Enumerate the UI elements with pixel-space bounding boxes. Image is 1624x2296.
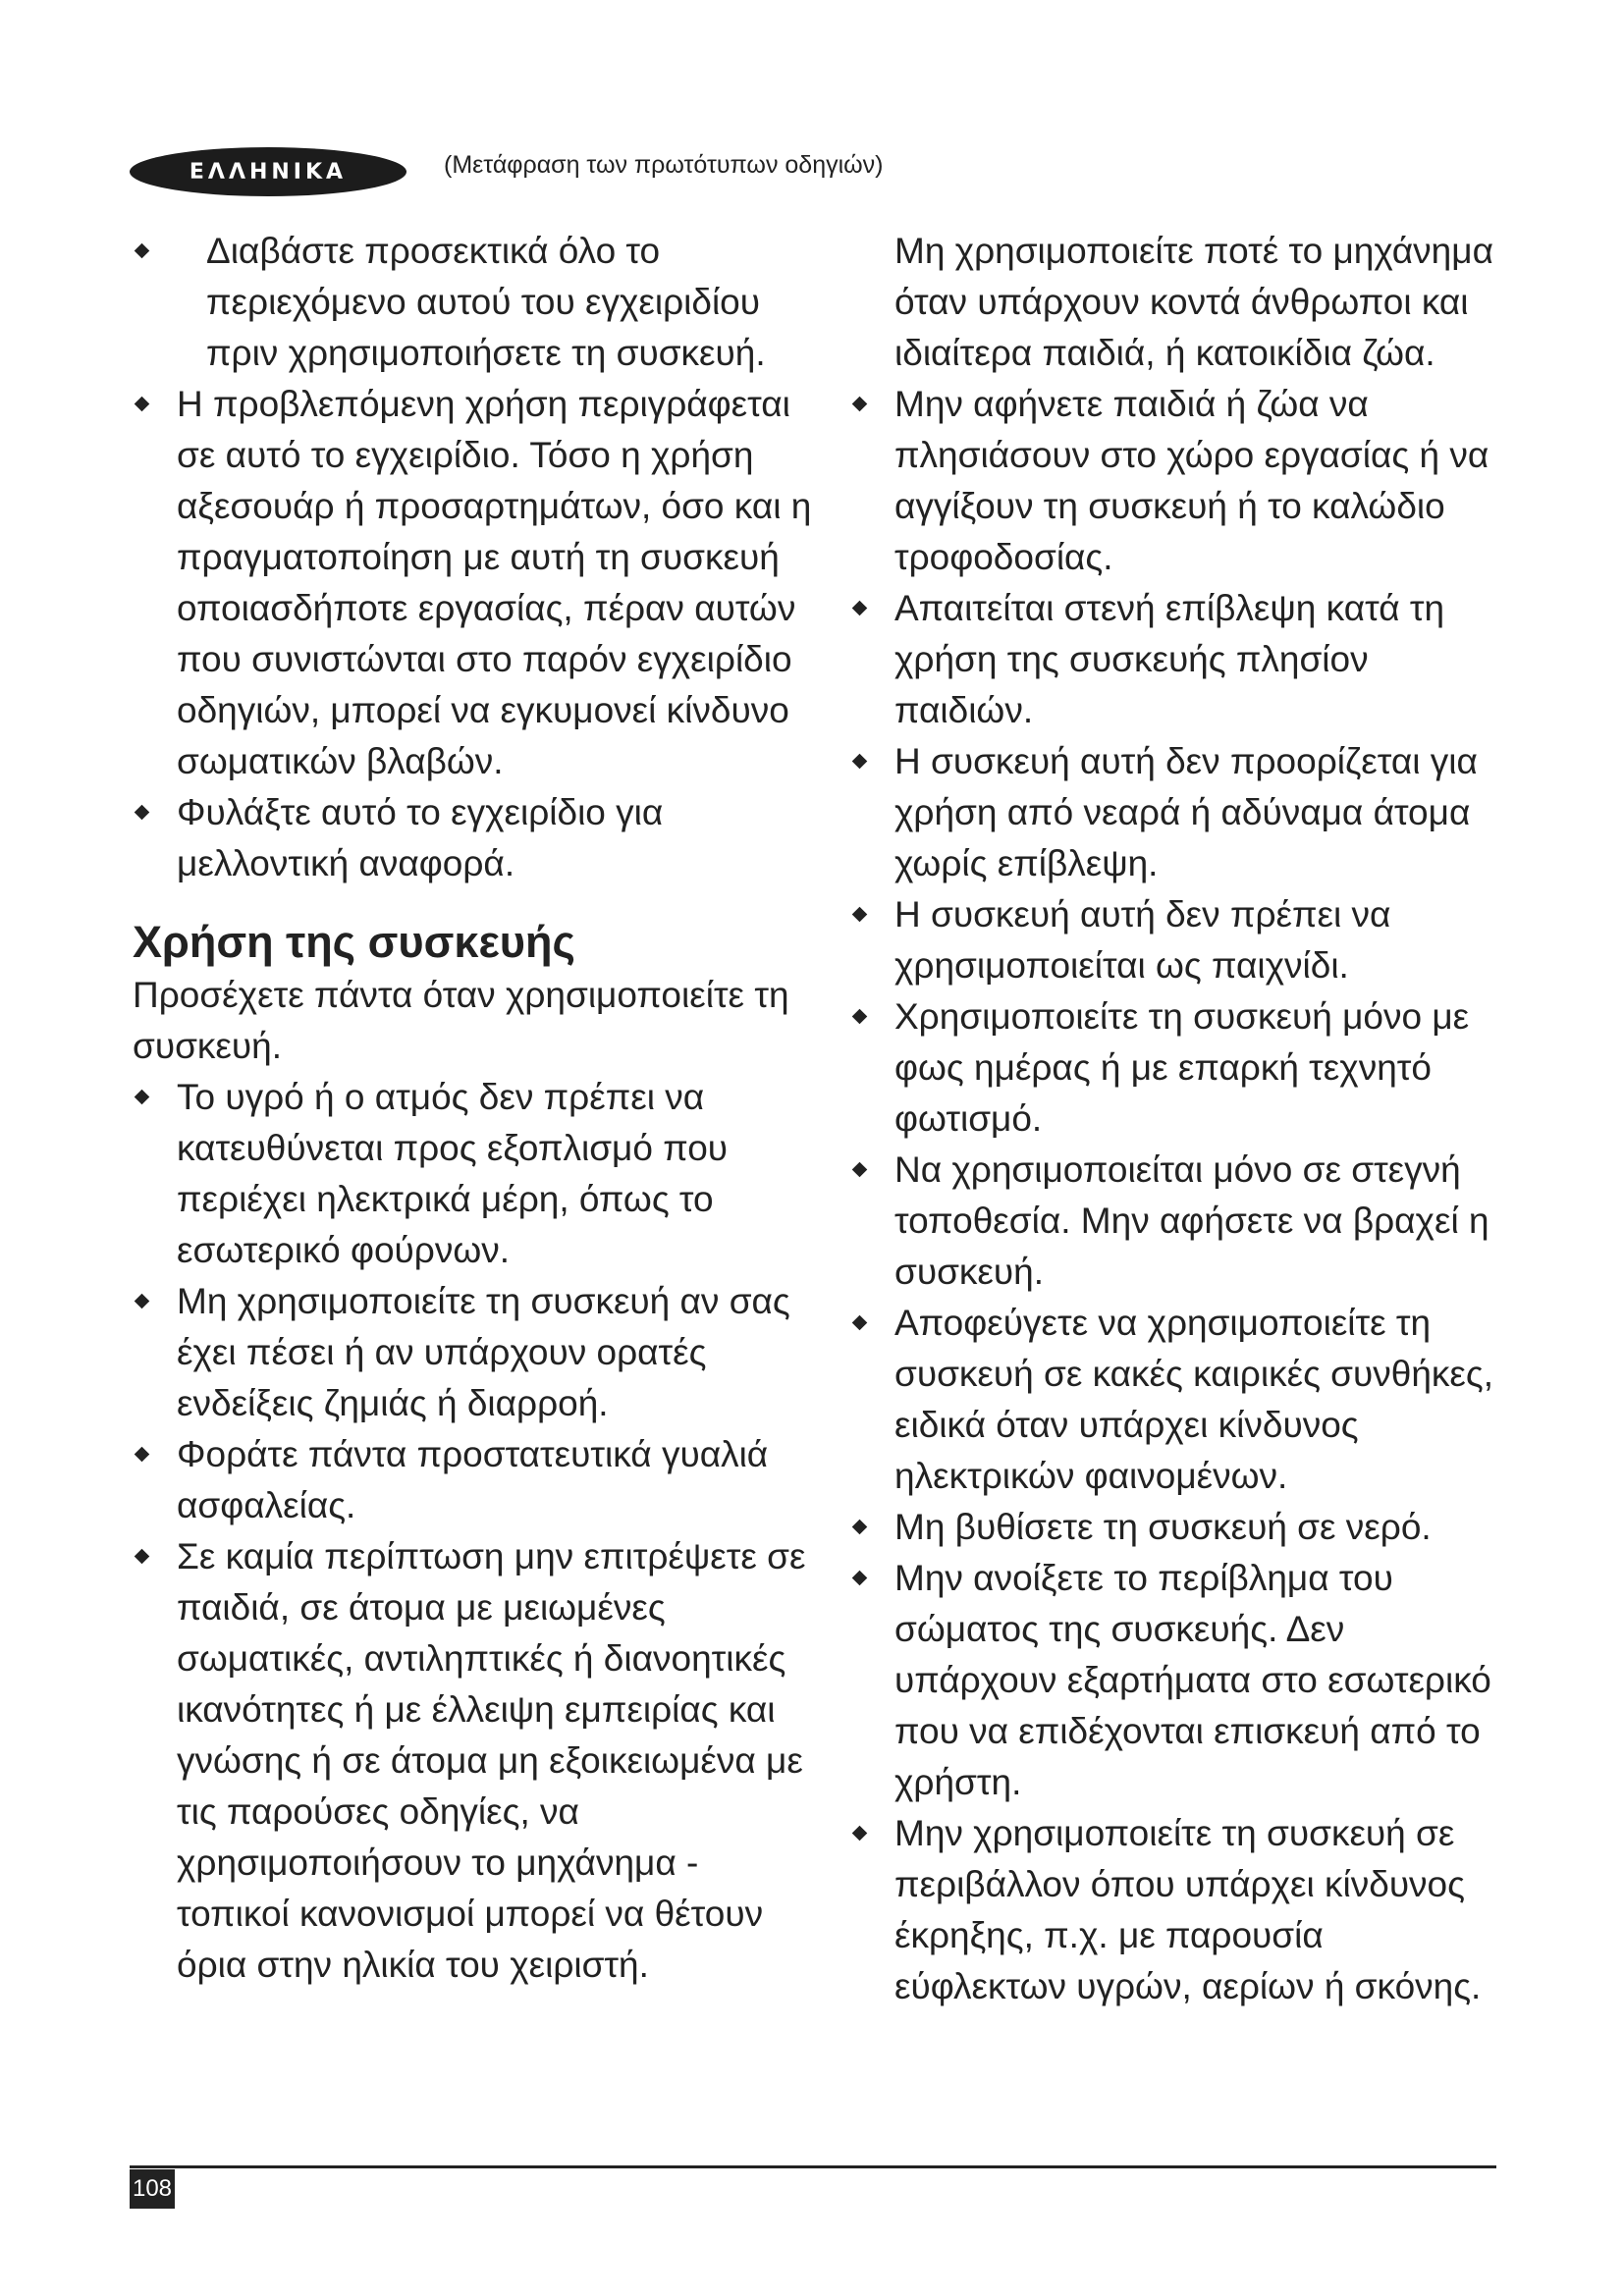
translation-note: (Μετάφραση των πρωτότυπων οδηγιών): [444, 151, 884, 179]
bullet-diamond-icon: [852, 1009, 868, 1025]
bullet-diamond-icon: [852, 1162, 868, 1178]
list-item: Μην χρησιμοποιείτε τη συσκευή σε περιβάλλον όπου υπάρχει κίνδυνος έκρηξης, π.χ. με παρουσία εύφλεκτων υγρών, αερίων ή σκόνης.: [850, 1808, 1498, 2012]
list-item: Φυλάξτε αυτό το εγχειρίδιο για μελλοντική αναφορά.: [133, 787, 820, 889]
list-item: Η προβλεπόμενη χρήση περιγράφεται σε αυτό το εγχειρίδιο. Τόσο η χρήση αξεσουάρ ή προσαρτημάτων, όσο και η πραγματοποίηση με αυτή τη συσκευή οποιασδήποτε εργασίας, πέραν αυτών που συνιστώνται στο παρόν εγχειρίδιο οδηγιών, μπορεί να εγκυμονεί κίνδυνο σωματικών βλαβών.: [133, 379, 820, 787]
bullet-diamond-icon: [852, 1571, 868, 1586]
list-item: Η συσκευή αυτή δεν πρέπει να χρησιμοποιείται ως παιχνίδι.: [850, 889, 1498, 991]
list-item: Φοράτε πάντα προστατευτικά γυαλιά ασφαλείας.: [133, 1429, 820, 1531]
list-item: Μη βυθίσετε τη συσκευή σε νερό.: [850, 1502, 1498, 1553]
list-item: Η συσκευή αυτή δεν προορίζεται για χρήση από νεαρά ή αδύναμα άτομα χωρίς επίβλεψη.: [850, 736, 1498, 889]
list-item: Μην αφήνετε παιδιά ή ζώα να πλησιάσουν στο χώρο εργασίας ή να αγγίξουν τη συσκευή ή το καλώδιο τροφοδοσίας.: [850, 379, 1498, 583]
bullet-diamond-icon: [135, 805, 150, 821]
footer-divider: [130, 2165, 1496, 2168]
list-item: Μη χρησιμοποιείτε τη συσκευή αν σας έχει πέσει ή αν υπάρχουν ορατές ενδείξεις ζημιάς ή διαρροή.: [133, 1276, 820, 1429]
list-item: Αποφεύγετε να χρησιμοποιείτε τη συσκευή σε κακές καιρικές συνθήκες, ειδικά όταν υπάρχει κίνδυνος ηλεκτρικών φαινομένων.: [850, 1298, 1498, 1502]
bullet-diamond-icon: [852, 1826, 868, 1842]
list-item: Χρησιμοποιείτε τη συσκευή μόνο με φως ημέρας ή με επαρκή τεχνητό φωτισμό.: [850, 991, 1498, 1145]
list-item: Να χρησιμοποιείται μόνο σε στεγνή τοποθεσία. Μην αφήσετε να βραχεί η συσκευή.: [850, 1145, 1498, 1298]
list-item: Το υγρό ή ο ατμός δεν πρέπει να κατευθύνεται προς εξοπλισμό που περιέχει ηλεκτρικά μέρη, όπως το εσωτερικό φούρνων.: [133, 1072, 820, 1276]
bullet-diamond-icon: [852, 754, 868, 770]
list-item: Διαβάστε προσεκτικά όλο το περιεχόμενο αυτού του εγχειριδίου πριν χρησιμοποιήσετε τη συσκευή.: [133, 226, 820, 379]
bullet-diamond-icon: [852, 397, 868, 412]
section-intro: Προσέχετε πάντα όταν χρησιμοποιείτε τη συσκευή.: [133, 975, 789, 1066]
bullet-diamond-icon: [135, 397, 150, 412]
bullet-diamond-icon: [852, 907, 868, 923]
list-item: Απαιτείται στενή επίβλεψη κατά τη χρήση της συσκευής πλησίον παιδιών.: [850, 583, 1498, 736]
section-heading: Χρήση της συσκευής: [133, 917, 575, 967]
continued-text: Μη χρησιμοποιείτε ποτέ το μηχάνημα όταν υπάρχουν κοντά άνθρωποι και ιδιαίτερα παιδιά, ή κατοικίδια ζώα.: [894, 231, 1493, 373]
right-column: [850, 226, 1498, 2012]
page-number: 108: [130, 2169, 175, 2209]
bullet-diamond-icon: [135, 243, 150, 259]
bullet-diamond-icon: [135, 1090, 150, 1105]
bullet-diamond-icon: [135, 1549, 150, 1565]
bullet-diamond-icon: [135, 1294, 150, 1309]
bullet-diamond-icon: [852, 1315, 868, 1331]
left-column: [133, 226, 820, 1991]
list-item: Σε καμία περίπτωση μην επιτρέψετε σε παιδιά, σε άτομα με μειωμένες σωματικές, αντιληπτικές ή διανοητικές ικανότητες ή με έλλειψη εμπειρίας και γνώσης ή σε άτομα μη εξοικειωμένα με τις παρούσες οδηγίες, να χρησιμοποιήσουν το μηχάνημα - τοπικοί κανονισμοί μπορεί να θέτουν όρια στην ηλικία του χειριστή.: [133, 1531, 820, 1991]
list-item: Μην ανοίξετε το περίβλημα του σώματος της συσκευής. Δεν υπάρχουν εξαρτήματα στο εσωτερικό που να επιδέχονται επισκευή από το χρήστη.: [850, 1553, 1498, 1808]
bullet-diamond-icon: [852, 1520, 868, 1535]
language-badge: ΕΛΛΗΝΙΚΑ: [130, 147, 406, 196]
bullet-diamond-icon: [135, 1447, 150, 1463]
bullet-diamond-icon: [852, 601, 868, 616]
